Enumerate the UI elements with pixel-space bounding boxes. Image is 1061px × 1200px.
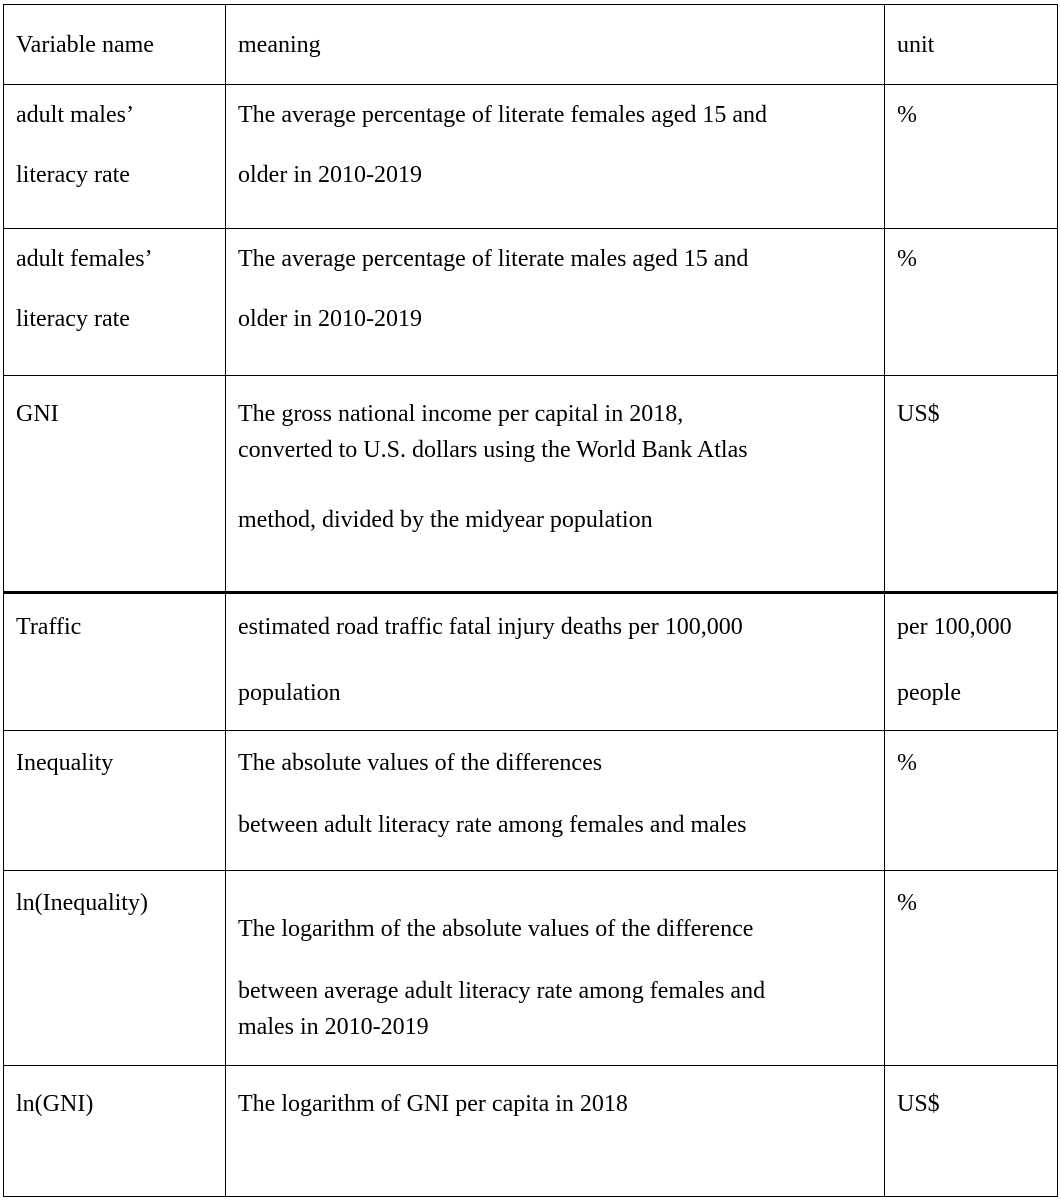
meaning-line: method, divided by the midyear population <box>238 507 653 533</box>
variable-name-cell <box>4 1066 226 1197</box>
header-meaning: meaning <box>226 5 885 85</box>
table-row <box>4 871 1058 1066</box>
meaning-line: older in 2010-2019 <box>238 162 422 188</box>
variable-name-cell <box>4 871 226 1066</box>
table-row <box>4 593 1058 731</box>
meaning-cell <box>226 1066 885 1197</box>
unit-line: per 100,000 <box>897 614 1012 640</box>
variable-name-line: GNI <box>16 401 59 427</box>
variable-name-line: Traffic <box>16 614 82 640</box>
variable-name-cell <box>4 85 226 229</box>
meaning-cell <box>226 731 885 871</box>
unit-cell <box>885 871 1058 1066</box>
meaning-line: The logarithm of GNI per capita in 2018 <box>238 1091 628 1117</box>
variable-name-line: adult males’ <box>16 102 134 128</box>
header-variable-name: Variable name <box>4 5 226 85</box>
table-row <box>4 376 1058 593</box>
variable-name-line: adult females’ <box>16 246 153 272</box>
meaning-line: estimated road traffic fatal injury deaths per 100,000 <box>238 614 743 640</box>
unit-cell <box>885 731 1058 871</box>
variable-name-cell <box>4 731 226 871</box>
unit-line: US$ <box>897 1091 940 1117</box>
header-unit: unit <box>885 5 1058 85</box>
meaning-line: The absolute values of the differences <box>238 750 603 776</box>
variable-definitions-table <box>3 4 1058 1197</box>
meaning-line: older in 2010-2019 <box>238 306 422 332</box>
meaning-cell <box>226 593 885 731</box>
unit-line: % <box>897 750 917 776</box>
meaning-line: between average adult literacy rate among females and <box>238 978 766 1004</box>
variable-name-cell <box>4 376 226 593</box>
table-row <box>4 731 1058 871</box>
table-row <box>4 229 1058 376</box>
unit-cell <box>885 85 1058 229</box>
variable-name-cell <box>4 229 226 376</box>
table-header-row <box>4 5 1058 85</box>
variable-name-line: ln(GNI) <box>16 1091 94 1117</box>
meaning-line: The average percentage of literate males aged 15 and <box>238 246 749 272</box>
table-row <box>4 85 1058 229</box>
meaning-line: The average percentage of literate females aged 15 and <box>238 102 768 128</box>
unit-line: people <box>897 680 961 706</box>
unit-line: % <box>897 890 917 916</box>
variable-name-cell <box>4 593 226 731</box>
meaning-line: The gross national income per capital in 2018, <box>238 401 684 427</box>
variable-name-line: ln(Inequality) <box>16 890 148 916</box>
meaning-cell <box>226 85 885 229</box>
meaning-line: between adult literacy rate among females and males <box>238 812 747 838</box>
meaning-cell <box>226 871 885 1066</box>
meaning-line: The logarithm of the absolute values of the difference <box>238 916 754 942</box>
unit-cell <box>885 376 1058 593</box>
variable-name-line: literacy rate <box>16 162 130 188</box>
variable-name-line: Inequality <box>16 750 114 776</box>
unit-line: % <box>897 246 917 272</box>
meaning-cell <box>226 229 885 376</box>
meaning-line: population <box>238 680 341 706</box>
unit-line: % <box>897 102 917 128</box>
unit-line: US$ <box>897 401 940 427</box>
unit-cell <box>885 593 1058 731</box>
meaning-cell <box>226 376 885 593</box>
unit-cell <box>885 229 1058 376</box>
meaning-line: males in 2010-2019 <box>238 1014 429 1040</box>
table-row <box>4 1066 1058 1197</box>
variable-name-line: literacy rate <box>16 306 130 332</box>
meaning-line: converted to U.S. dollars using the World Bank Atlas <box>238 437 748 463</box>
unit-cell <box>885 1066 1058 1197</box>
